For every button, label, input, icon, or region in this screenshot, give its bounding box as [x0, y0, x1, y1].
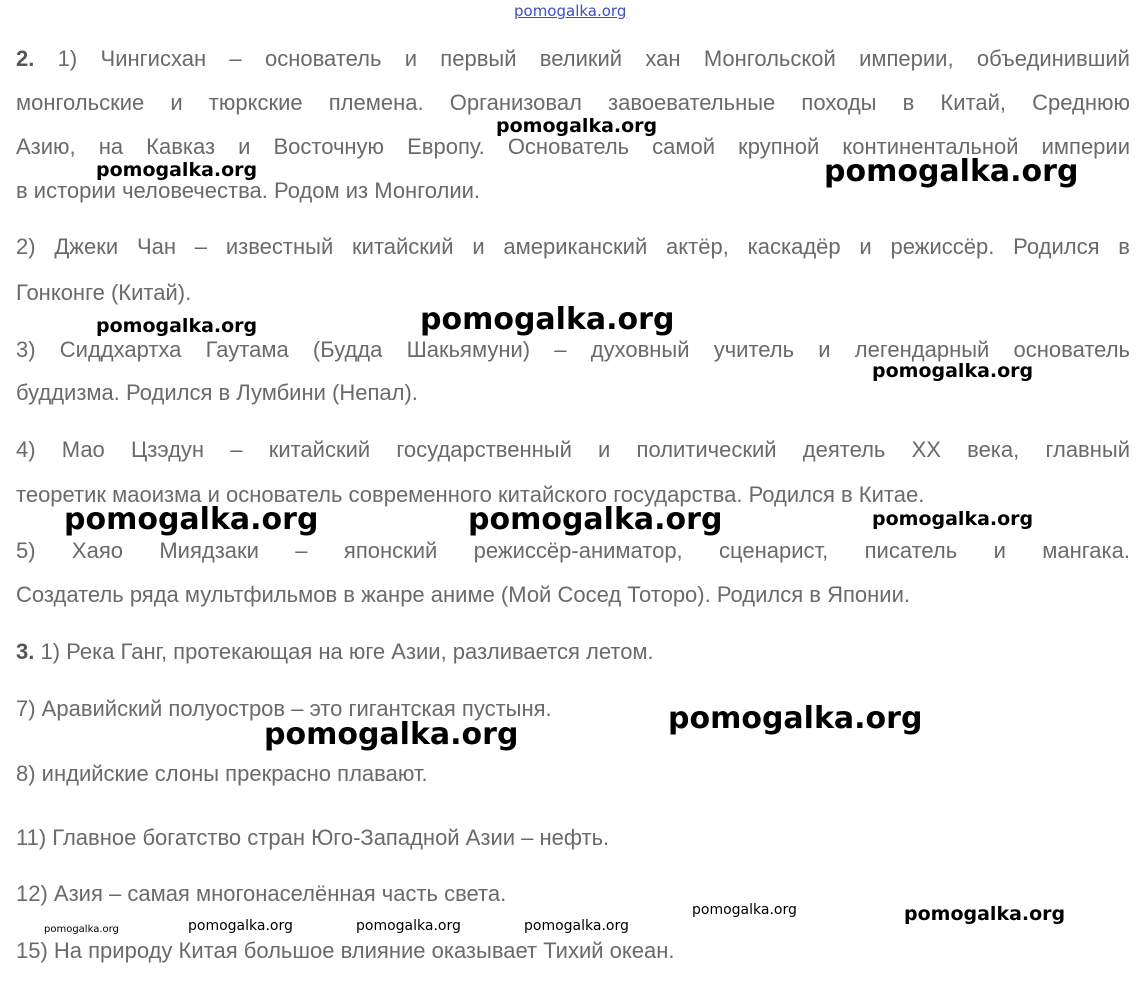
section3-number: 3. — [16, 639, 35, 664]
section2-item3-line2: буддизма. Родился в Лумбини (Непал). — [16, 380, 418, 405]
section2-item5-line1: 5) Хаяо Миядзаки – японский режиссёр-аниматор, сценарист, писатель и мангака. — [16, 538, 1130, 563]
watermark: pomogalka.org — [188, 918, 293, 934]
section2-number: 2. — [16, 46, 35, 71]
section3-item12: 12) Азия – самая многонаселённая часть света. — [16, 881, 507, 906]
section2-item5-line2: Создатель ряда мультфильмов в жанре аниме (Мой Сосед Тоторо). Родился в Японии. — [16, 582, 910, 607]
section2-item2-line2: Гонконге (Китай). — [16, 280, 192, 305]
watermark: pomogalka.org — [44, 924, 119, 935]
watermark: pomogalka.org — [264, 717, 519, 752]
section2-item1-line2: монгольские и тюркские племена. Организовал завоевательные походы в Китай, Среднюю — [16, 90, 1130, 115]
section2-item1-line1 — [16, 46, 1130, 72]
watermark: pomogalka.org — [904, 903, 1066, 925]
watermark: pomogalka.org — [496, 115, 658, 137]
watermark: pomogalka.org — [524, 918, 629, 934]
header-watermark-link[interactable]: pomogalka.org — [514, 2, 627, 20]
section3-item15: 15) На природу Китая большое влияние оказывает Тихий океан. — [16, 938, 675, 963]
watermark: pomogalka.org — [468, 502, 723, 537]
section3-item1-text: 1) Река Ганг, протекающая на юге Азии, разливается летом. — [40, 639, 654, 664]
section2-item2-line1: 2) Джеки Чан – известный китайский и американский актёр, каскадёр и режиссёр. Родился в — [16, 234, 1130, 259]
section3-item7: 7) Аравийский полуостров – это гигантская пустыня. — [16, 696, 552, 721]
watermark: pomogalka.org — [96, 315, 258, 337]
watermark: pomogalka.org — [420, 302, 675, 337]
watermark: pomogalka.org — [96, 159, 258, 181]
watermark: pomogalka.org — [692, 902, 797, 918]
watermark: pomogalka.org — [668, 701, 923, 736]
section2-item1-text1: 1) Чингисхан – основатель и первый великий хан Монгольской империи, объединивший — [57, 46, 1130, 71]
section2-item1-line4: в истории человечества. Родом из Монголии. — [16, 178, 481, 203]
section3-item8: 8) индийские слоны прекрасно плавают. — [16, 761, 428, 786]
watermark: pomogalka.org — [872, 508, 1034, 530]
section3-item1 — [16, 639, 654, 665]
watermark: pomogalka.org — [824, 154, 1079, 189]
watermark: pomogalka.org — [356, 918, 461, 934]
section2-item4-line1: 4) Мао Цзэдун – китайский государственный и политический деятель XX века, главный — [16, 437, 1130, 462]
watermark: pomogalka.org — [64, 502, 319, 537]
section2-item4-line2: теоретик маоизма и основатель современного китайского государства. Родился в Китае. — [16, 482, 925, 507]
watermark: pomogalka.org — [872, 360, 1034, 382]
section3-item11: 11) Главное богатство стран Юго-Западной Азии – нефть. — [16, 825, 610, 850]
section2-item1-line3: Азию, на Кавказ и Восточную Европу. Основатель самой крупной континентальной империи — [16, 134, 1130, 159]
section2-item3-line1: 3) Сиддхартха Гаутама (Будда Шакьямуни) – духовный учитель и легендарный основатель — [16, 337, 1130, 362]
